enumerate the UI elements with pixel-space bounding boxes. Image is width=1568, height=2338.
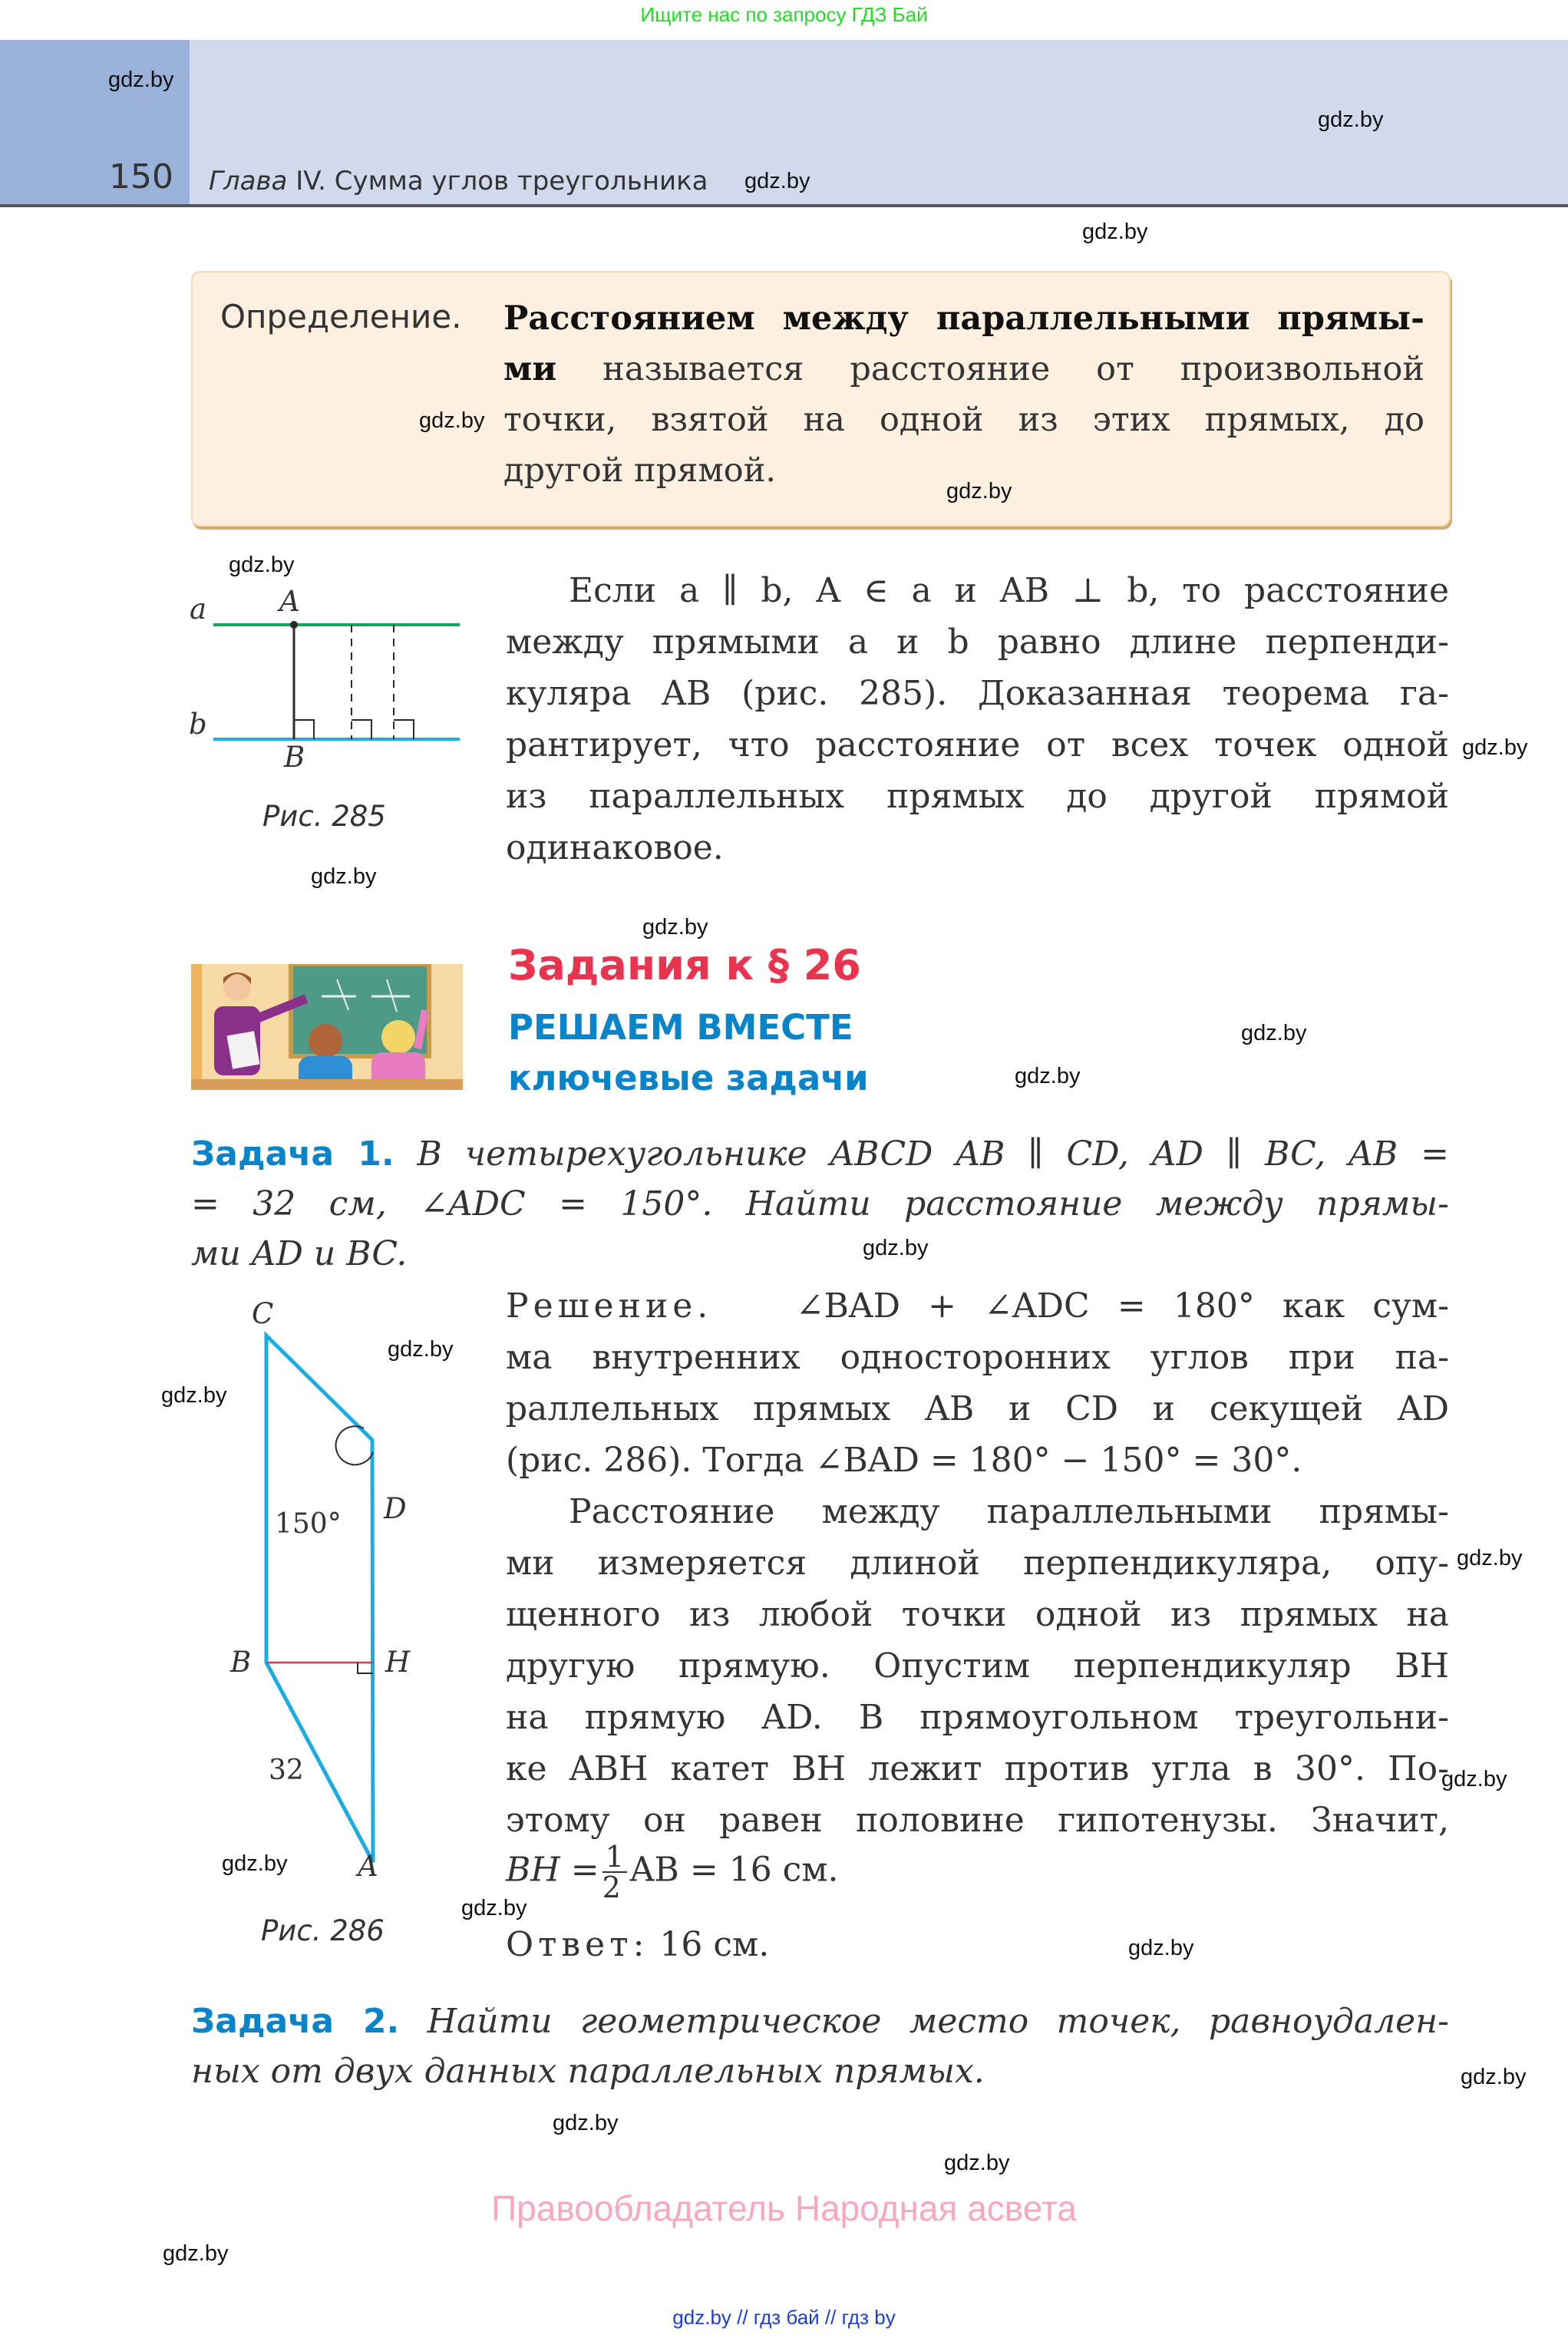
point-a [290, 621, 298, 629]
solution-line: раллельных прямых AB и CD и секущей AD [506, 1389, 1449, 1428]
solution-line: ма внутренних односторонних углов при па- [506, 1338, 1449, 1377]
label-B: B [284, 741, 305, 774]
paragraph-line: из параллельных прямых до другой прямой [506, 777, 1449, 816]
watermark: gdz.by [1318, 107, 1384, 132]
definition-text: называется расстояние от произвольной [556, 350, 1424, 388]
answer-label: Ответ: [506, 1925, 649, 1964]
tasks-subtitle-solve-together: РЕШАЕМ ВМЕСТЕ [508, 1007, 853, 1048]
right-angle-mark [394, 720, 414, 739]
answer-value: 16 см. [649, 1925, 770, 1964]
top-banner: Ищите нас по запросу ГДЗ Бай [640, 3, 928, 26]
label-H: H [385, 1646, 411, 1679]
paragraph-line: одинаковое. [506, 828, 724, 867]
solution-formula [506, 1842, 1449, 1902]
definition-term: Расстоянием между параллельными прямы- [503, 299, 1424, 338]
label-A: A [279, 585, 300, 618]
right-angle-mark [352, 720, 371, 739]
fraction-denominator: 2 [602, 1871, 621, 1904]
chapter-title [209, 166, 708, 196]
right-angle-mark [294, 720, 314, 739]
watermark: gdz.by [553, 2111, 619, 2135]
solution-text: ∠BAD + ∠ADC = 180° как сум- [795, 1286, 1449, 1326]
task1-text: В четырехугольнике ABCD AB ∥ CD, AD ∥ BC, AB = [394, 1134, 1449, 1174]
watermark: gdz.by [1128, 1936, 1194, 1960]
definition-text: точки, взятой на одной из этих прямых, до [503, 401, 1424, 439]
task2-line: ных от двух данных параллельных прямых. [191, 2052, 985, 2091]
bottom-links[interactable]: gdz.by // гдз бай // гдз by [672, 2306, 896, 2329]
paragraph-line: рантирует, что расстояние от всех точек одной [506, 725, 1449, 764]
watermark: gdz.by [161, 1383, 227, 1408]
watermark: gdz.by [744, 169, 810, 193]
definition-text: другой прямой. [503, 451, 777, 490]
paragraph-line: куляра AB (рис. 285). Доказанная теорема га- [506, 674, 1449, 713]
solution-heading: Решение. [506, 1286, 713, 1326]
solution-line [506, 1286, 1449, 1326]
angle-label: 150° [275, 1508, 342, 1540]
watermark: gdz.by [863, 1236, 929, 1260]
watermark: gdz.by [1461, 2065, 1527, 2089]
watermark: gdz.by [1441, 1767, 1507, 1791]
answer-line [506, 1925, 1449, 1964]
watermark: gdz.by [1082, 220, 1148, 244]
figure-286-caption: Рис. 286 [261, 1914, 385, 1947]
solution-line: на прямую AD. В прямоугольном треугольни- [506, 1698, 1449, 1737]
task1-line [191, 1134, 1449, 1174]
definition-line [503, 299, 1424, 338]
task2-text: Найти геометрическое место точек, равноудален- [399, 2002, 1449, 2041]
tasks-subtitle-key-problems: ключевые задачи [508, 1058, 869, 1098]
label-b: b [189, 708, 207, 741]
figure-285-diagram [191, 583, 467, 783]
angle-arc [336, 1426, 373, 1465]
copyright-notice: Правообладатель Народная асвета [491, 2188, 1077, 2228]
task2-label: Задача 2. [191, 2002, 400, 2041]
task2-line [191, 2002, 1449, 2041]
solution-line: щенного из любой точки одной из прямых на [506, 1595, 1449, 1634]
header-divider [0, 204, 1568, 207]
task1-label: Задача 1. [191, 1134, 394, 1174]
label-C: C [252, 1297, 274, 1330]
chapter-prefix: Глава [209, 166, 288, 196]
watermark: gdz.by [108, 68, 174, 92]
watermark: gdz.by [1241, 1021, 1307, 1045]
side-label: 32 [269, 1755, 304, 1786]
definition-label: Определение. [220, 298, 462, 335]
fraction-numerator: 1 [602, 1842, 627, 1873]
solution-line: ке ABH катет BH лежит против угла в 30°. По- [506, 1749, 1449, 1788]
task1-line: = 32 см, ∠ADC = 150°. Найти расстояние между прямы- [191, 1184, 1449, 1223]
label-D: D [384, 1492, 407, 1525]
definition-line [503, 350, 1424, 388]
paragraph-line: между прямыми a и b равно длине перпенди- [506, 622, 1449, 662]
figure-286-diagram [230, 1305, 407, 1873]
watermark: gdz.by [946, 479, 1012, 504]
watermark: gdz.by [1457, 1546, 1523, 1570]
watermark: gdz.by [642, 915, 708, 939]
fraction-one-half [602, 1842, 627, 1902]
formula-rhs: AB = 16 см. [629, 1850, 839, 1890]
watermark: gdz.by [419, 408, 485, 433]
solution-line: (рис. 286). Тогда ∠BAD = 180° − 150° = 30°. [506, 1441, 1302, 1480]
watermark: gdz.by [1015, 1064, 1081, 1088]
figure-285-caption: Рис. 285 [262, 800, 386, 833]
label-B: B [230, 1646, 252, 1679]
formula-lhs: BH = [506, 1850, 599, 1890]
page-number: 150 [109, 157, 173, 196]
watermark: gdz.by [1462, 735, 1528, 760]
chapter-name: IV. Сумма углов треугольника [287, 166, 708, 196]
paragraph-line: Если a ∥ b, A ∈ a и AB ⊥ b, то расстояние [569, 571, 1449, 610]
definition-line [503, 401, 1424, 439]
watermark: gdz.by [944, 2151, 1010, 2175]
watermark: gdz.by [388, 1337, 454, 1362]
solution-line: другую прямую. Опустим перпендикуляр BH [506, 1646, 1449, 1686]
solution-line: этому он равен половине гипотенузы. Значит, [506, 1801, 1449, 1840]
label-a: a [190, 593, 207, 626]
right-angle-mark [358, 1663, 373, 1673]
tasks-title: Задания к § 26 [508, 941, 861, 989]
task1-line: ми AD и BC. [191, 1234, 408, 1273]
watermark: gdz.by [163, 2241, 229, 2266]
label-A: A [358, 1850, 378, 1883]
classroom-illustration [191, 964, 463, 1090]
watermark: gdz.by [461, 1896, 527, 1920]
watermark: gdz.by [229, 553, 295, 577]
solution-line: ми измеряется длиной перпендикуляра, опу- [506, 1544, 1449, 1583]
solution-line: Расстояние между параллельными прямы- [569, 1492, 1449, 1531]
watermark: gdz.by [311, 864, 377, 889]
watermark: gdz.by [222, 1851, 288, 1876]
definition-term: ми [503, 350, 557, 388]
